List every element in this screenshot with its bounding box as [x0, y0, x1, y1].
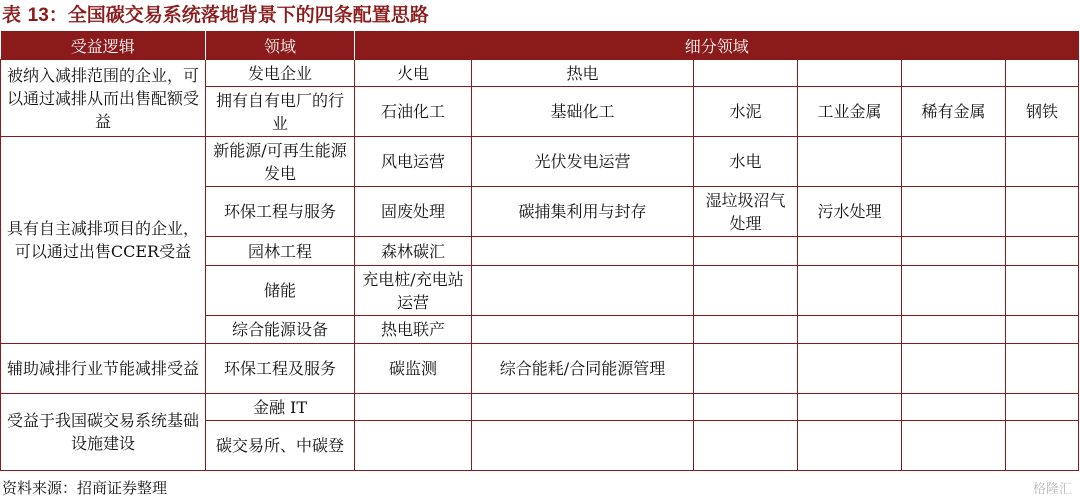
subfield-cell: 碳监测: [355, 344, 472, 394]
field-cell: 综合能源设备: [206, 316, 355, 344]
field-cell: 金融 IT: [206, 394, 355, 421]
subfield-cell: [798, 316, 902, 344]
logic-cell: 具有自主减排项目的企业，可以通过出售CCER受益: [1, 137, 206, 344]
watermark-logo: 格隆汇: [1032, 481, 1072, 496]
subfield-cell: [472, 266, 694, 316]
subfield-cell: [1006, 237, 1079, 266]
subfield-cell: [1006, 344, 1079, 394]
subfield-cell: 污水处理: [798, 187, 902, 237]
subfield-cell: 钢铁: [1006, 87, 1079, 137]
subfield-cell: [694, 421, 798, 471]
subfield-cell: 稀有金属: [902, 87, 1006, 137]
subfield-cell: [902, 60, 1006, 87]
allocation-table: [0, 31, 1079, 471]
subfield-cell: [1006, 187, 1079, 237]
subfield-cell: [472, 316, 694, 344]
subfield-cell: 热电联产: [355, 316, 472, 344]
subfield-cell: 森林碳汇: [355, 237, 472, 266]
field-cell: 园林工程: [206, 237, 355, 266]
table-caption: [2, 0, 429, 30]
subfield-cell: [798, 60, 902, 87]
header-logic: 受益逻辑: [1, 31, 206, 60]
table-row: [1, 394, 1079, 421]
subfield-cell: [902, 394, 1006, 421]
subfield-cell: 水电: [694, 137, 798, 187]
subfield-cell: [798, 137, 902, 187]
subfield-cell: 基础化工: [472, 87, 694, 137]
subfield-cell: [902, 237, 1006, 266]
subfield-cell: [1006, 316, 1079, 344]
subfield-cell: 水泥: [694, 87, 798, 137]
subfield-cell: 风电运营: [355, 137, 472, 187]
subfield-cell: 充电桩/充电站运营: [355, 266, 472, 316]
subfield-cell: [694, 316, 798, 344]
header-row: [1, 31, 1079, 60]
subfield-cell: [694, 60, 798, 87]
subfield-cell: [902, 187, 1006, 237]
subfield-cell: [1006, 421, 1079, 471]
subfield-cell: [694, 266, 798, 316]
subfield-cell: 工业金属: [798, 87, 902, 137]
table-row: [1, 137, 1079, 187]
subfield-cell: [798, 266, 902, 316]
header-field: 领域: [206, 31, 355, 60]
subfield-cell: 碳捕集利用与封存: [472, 187, 694, 237]
subfield-cell: [902, 137, 1006, 187]
subfield-cell: 固废处理: [355, 187, 472, 237]
field-cell: 环保工程与服务: [206, 187, 355, 237]
subfield-cell: [798, 237, 902, 266]
field-cell: 储能: [206, 266, 355, 316]
subfield-cell: 湿垃圾沼气处理: [694, 187, 798, 237]
field-cell: 碳交易所、中碳登: [206, 421, 355, 471]
subfield-cell: 石油化工: [355, 87, 472, 137]
subfield-cell: [902, 266, 1006, 316]
caption-prefix: 表: [2, 4, 28, 26]
subfield-cell: [694, 344, 798, 394]
subfield-cell: [798, 344, 902, 394]
subfield-cell: [1006, 266, 1079, 316]
logic-cell: 辅助减排行业节能减排受益: [1, 344, 206, 394]
subfield-cell: [472, 394, 694, 421]
subfield-cell: 综合能耗/合同能源管理: [472, 344, 694, 394]
field-cell: 新能源/可再生能源发电: [206, 137, 355, 187]
subfield-cell: [1006, 394, 1079, 421]
field-cell: 发电企业: [206, 60, 355, 87]
table-row: [1, 344, 1079, 394]
subfield-cell: 热电: [472, 60, 694, 87]
subfield-cell: [902, 421, 1006, 471]
subfield-cell: [472, 237, 694, 266]
caption-number: 13: [27, 5, 49, 26]
source-note: 资料来源：招商证券整理: [2, 479, 168, 497]
subfield-cell: 光伏发电运营: [472, 137, 694, 187]
subfield-cell: [355, 421, 472, 471]
subfield-cell: [798, 394, 902, 421]
caption-title: ：全国碳交易系统落地背景下的四条配置思路: [48, 4, 429, 26]
subfield-cell: [355, 394, 472, 421]
subfield-cell: [694, 237, 798, 266]
table-row: [1, 60, 1079, 87]
subfield-cell: 火电: [355, 60, 472, 87]
logic-cell: 受益于我国碳交易系统基础设施建设: [1, 394, 206, 471]
field-cell: 环保工程及服务: [206, 344, 355, 394]
field-cell: 拥有自有电厂的行业: [206, 87, 355, 137]
logic-cell: 被纳入减排范围的企业，可以通过减排从而出售配额受益: [1, 60, 206, 137]
header-subfield: 细分领域: [355, 31, 1079, 60]
subfield-cell: [472, 421, 694, 471]
subfield-cell: [694, 394, 798, 421]
subfield-cell: [902, 344, 1006, 394]
subfield-cell: [1006, 60, 1079, 87]
subfield-cell: [902, 316, 1006, 344]
subfield-cell: [798, 421, 902, 471]
subfield-cell: [1006, 137, 1079, 187]
